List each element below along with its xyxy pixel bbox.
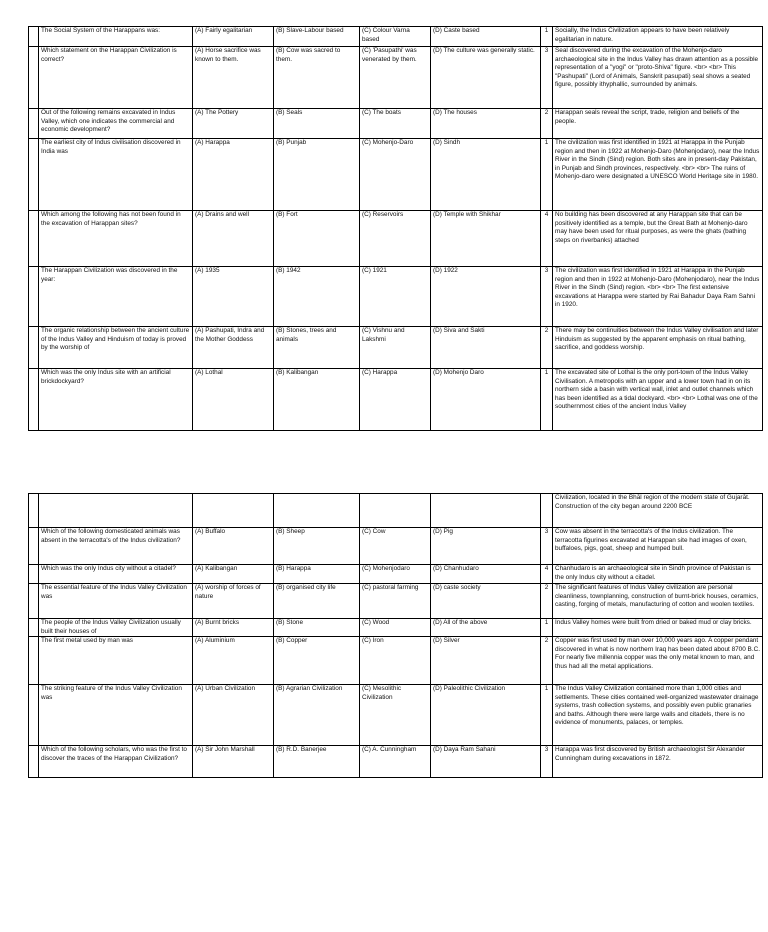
option-c: (C) Cow <box>360 528 431 565</box>
question-text <box>39 494 193 528</box>
answer-number: 1 <box>541 685 553 746</box>
table-row <box>29 746 763 778</box>
row-margin-cell <box>29 565 39 584</box>
row-margin-cell <box>29 528 39 565</box>
option-c: (C) Mohenjodaro <box>360 565 431 584</box>
option-c: (C) Wood <box>360 619 431 637</box>
table-row <box>29 211 763 267</box>
row-margin-cell <box>29 47 39 109</box>
option-b: (B) Stones, trees and animals <box>274 327 360 369</box>
row-margin-cell <box>29 494 39 528</box>
option-a: (A) Buffalo <box>193 528 274 565</box>
table-row <box>29 47 763 109</box>
question-text: Which was the only Indus site with an artificial brickdockyard? <box>39 369 193 431</box>
option-d: (D) Sindh <box>431 139 541 211</box>
row-margin-cell <box>29 369 39 431</box>
explanation-text: The civilization was first identified in 1921 at Harappa in the Punjab region and then in 1922 at Mohenjo-Daro (Mohenjodaro), near the Indus River in the Sindh (Sind) region. Both sites are in present-day Pakistan, in Punjab and Sindh provinces, respectively. <br> <br> The ruins of Mohenjo-daro were designated a UNESCO World Heritage site in 1980. <box>553 139 763 211</box>
option-b: (B) Punjab <box>274 139 360 211</box>
answer-number: 3 <box>541 746 553 778</box>
table-row <box>29 619 763 637</box>
explanation-text: Chanhudaro is an archaeological site in Sindh province of Pakistan is the only Indus city without a citadel. <box>553 565 763 584</box>
answer-number: 2 <box>541 109 553 139</box>
option-b: (B) Agrarian Civilization <box>274 685 360 746</box>
option-b: (B) Kalibangan <box>274 369 360 431</box>
question-text: The people of the Indus Valley Civilization usually built their houses of <box>39 619 193 637</box>
row-margin-cell <box>29 584 39 619</box>
answer-number: 4 <box>541 565 553 584</box>
row-margin-cell <box>29 637 39 685</box>
row-margin-cell <box>29 109 39 139</box>
option-d: (D) Paleolithic Civilization <box>431 685 541 746</box>
question-text: Which of the following scholars, who was the first to discover the traces of the Harappan Civilization? <box>39 746 193 778</box>
explanation-text: Indus Valley homes were built from dried or baked mud or clay bricks. <box>553 619 763 637</box>
explanation-text: Civilization, located in the Bhāl region of the modern state of Gujarāt. Construction of the city began around 2200 BCE <box>553 494 763 528</box>
explanation-text: Copper was first used by man over 10,000 years ago. A copper pendant discovered in what is now northern Iraq has been dated about 8700 B.C. For nearly five millennia copper was the only metal known to man, and thus had all the metal applications. <box>553 637 763 685</box>
option-b: (B) 1942 <box>274 267 360 327</box>
answer-number: 4 <box>541 211 553 267</box>
question-table-top <box>28 26 763 431</box>
answer-number: 3 <box>541 528 553 565</box>
question-text: The Social System of the Harappans was: <box>39 27 193 47</box>
option-b: (B) Fort <box>274 211 360 267</box>
option-d: (D) Mohenjo Daro <box>431 369 541 431</box>
explanation-text: The significant features of Indus Valley civilization are personal cleanliness, townplanning, construction of burnt-brick houses, ceramics, casting, forging of metals, manufacturing of cotton and woolen textiles. <box>553 584 763 619</box>
option-d: (D) All of the above <box>431 619 541 637</box>
option-b: (B) Cow was sacred to them. <box>274 47 360 109</box>
option-c: (C) Mohenjo-Daro <box>360 139 431 211</box>
option-a: (A) Kalibangan <box>193 565 274 584</box>
table-row <box>29 27 763 47</box>
answer-number: 1 <box>541 619 553 637</box>
option-a: (A) Fairly egalitarian <box>193 27 274 47</box>
option-d: (D) Chanhudaro <box>431 565 541 584</box>
option-a: (A) worship of forces of nature <box>193 584 274 619</box>
option-a: (A) Urban Civilization <box>193 685 274 746</box>
answer-number: 1 <box>541 369 553 431</box>
question-text: The earliest city of Indus civilisation discovered in India was <box>39 139 193 211</box>
explanation-text: The civilization was first identified in 1921 at Harappa in the Punjab region and then in 1922 at Mohenjo-Daro (Mohenjodaro), near the Indus River in the Sindh (Sind) region. <br> <br> The first extensive excavations at Harappa were started by Rai Bahadur Daya Ram Sahni in 1920. <box>553 267 763 327</box>
table-row <box>29 584 763 619</box>
question-text: Out of the following remains excavated in Indus Valley, which one indicates the commercial and economic development? <box>39 109 193 139</box>
option-c: (C) The boats <box>360 109 431 139</box>
answer-number: 2 <box>541 637 553 685</box>
answer-number: 1 <box>541 27 553 47</box>
table-row <box>29 685 763 746</box>
table-row <box>29 528 763 565</box>
table-row <box>29 637 763 685</box>
option-b: (B) organised city life <box>274 584 360 619</box>
row-margin-cell <box>29 267 39 327</box>
option-d: (D) Siva and Sakti <box>431 327 541 369</box>
question-text: Which of the following domesticated animals was absent in the terracotta's of the Indus civilization? <box>39 528 193 565</box>
explanation-text: No building has been discovered at any Harappan site that can be positively identified as a temple, but the Great Bath at Mohenjo-daro may have been used for ritual purposes, as were the ghats (bathing steps on riverbanks) attached <box>553 211 763 267</box>
table-row <box>29 369 763 431</box>
option-c: (C) Vishnu and Lakshmi <box>360 327 431 369</box>
option-a: (A) Horse sacrifice was known to them. <box>193 47 274 109</box>
question-text: The striking feature of the Indus Valley Civilization was <box>39 685 193 746</box>
table-row <box>29 267 763 327</box>
option-a: (A) Lothal <box>193 369 274 431</box>
option-b: (B) Seals <box>274 109 360 139</box>
table-row <box>29 494 763 528</box>
row-margin-cell <box>29 27 39 47</box>
explanation-text: Harappan seals reveal the script, trade, religion and beliefs of the people. <box>553 109 763 139</box>
option-c: (C) Iron <box>360 637 431 685</box>
table-row <box>29 109 763 139</box>
question-text: The organic relationship between the ancient culture of the Indus Valley and Hinduism of today is proved by the worship of <box>39 327 193 369</box>
answer-number: 1 <box>541 139 553 211</box>
answer-number: 3 <box>541 267 553 327</box>
row-margin-cell <box>29 211 39 267</box>
option-d: (D) Daya Ram Sahani <box>431 746 541 778</box>
option-b: (B) Sheep <box>274 528 360 565</box>
table-row <box>29 327 763 369</box>
option-a: (A) Burnt bricks <box>193 619 274 637</box>
option-c <box>360 494 431 528</box>
question-text: The first metal used by man was <box>39 637 193 685</box>
answer-number: 3 <box>541 47 553 109</box>
explanation-text: Socially, the Indus Civilization appears to have been relatively egalitarian in nature. <box>553 27 763 47</box>
option-d: (D) Caste based <box>431 27 541 47</box>
explanation-text: Cow was absent in the terracotta's of the Indus civilization. The terracotta figurines excavated at Harappan site had images of oxen, buffaloes, pigs, goat, sheep and humped bull. <box>553 528 763 565</box>
question-text: Which among the following has not been found in the excavation of Harappan sites? <box>39 211 193 267</box>
row-margin-cell <box>29 685 39 746</box>
row-margin-cell <box>29 139 39 211</box>
option-d: (D) Temple with Shikhar <box>431 211 541 267</box>
option-a: (A) Pashupati, Indra and the Mother Goddess <box>193 327 274 369</box>
option-d: (D) caste society <box>431 584 541 619</box>
option-c: (C) 1921 <box>360 267 431 327</box>
option-c: (C) 'Pasupathi' was venerated by them. <box>360 47 431 109</box>
explanation-text: The excavated site of Lothal is the only port-town of the Indus Valley Civilisation. A metropolis with an upper and a lower town had in on its northern side a basin with vertical wall, inlet and outlet channels which has been identified as a tidal dockyard. <br> <br> Lothal was one of the southernmost cities of the ancient Indus Valley <box>553 369 763 431</box>
option-c: (C) Colour Varna based <box>360 27 431 47</box>
option-a: (A) The Pottery <box>193 109 274 139</box>
option-d: (D) Pig <box>431 528 541 565</box>
option-b: (B) Slave-Labour based <box>274 27 360 47</box>
explanation-text: There may be continuities between the Indus Valley civilisation and later Hinduism as suggested by the apparent emphasis on ritual bathing, sacrifice, and goddess worship. <box>553 327 763 369</box>
option-c: (C) A. Cunningham <box>360 746 431 778</box>
option-d: (D) Silver <box>431 637 541 685</box>
answer-number: 2 <box>541 584 553 619</box>
option-b: (B) Harappa <box>274 565 360 584</box>
option-c: (C) Harappa <box>360 369 431 431</box>
option-a: (A) Sir John Marshall <box>193 746 274 778</box>
answer-number <box>541 494 553 528</box>
table-row <box>29 565 763 584</box>
option-d: (D) The culture was generally static. <box>431 47 541 109</box>
option-b: (B) Copper <box>274 637 360 685</box>
answer-number: 2 <box>541 327 553 369</box>
question-text: Which was the only Indus city without a citadel? <box>39 565 193 584</box>
row-margin-cell <box>29 746 39 778</box>
option-b: (B) Stone <box>274 619 360 637</box>
option-b <box>274 494 360 528</box>
option-d: (D) 1922 <box>431 267 541 327</box>
option-c: (C) Reservoirs <box>360 211 431 267</box>
explanation-text: Seal discovered during the excavation of the Mohenjo-daro archaeological site in the Indus Valley has drawn attention as a possible representation of a "yogi" or "proto-Shiva" figure. <br> <br> This "Pashupati" (Lord of Animals, Sanskrit pasupati) seal shows a seated figure, possibly ithyphallic, surrounded by animals. <box>553 47 763 109</box>
explanation-text: The Indus Valley Civilization contained more than 1,000 cities and settlements. These cities contained well-organized wastewater drainage systems, trash collection systems, and possibly even public granaries and baths. Although there were large walls and citadels, there is no evidence of monuments, palaces, or temples. <box>553 685 763 746</box>
question-text: The essential feature of the Indus Valley Civilization was <box>39 584 193 619</box>
option-d: (D) The houses <box>431 109 541 139</box>
question-text: The Harappan Civilization was discovered in the year: <box>39 267 193 327</box>
option-c: (C) Mesolithic Civilization <box>360 685 431 746</box>
option-b: (B) R.D. Banerjee <box>274 746 360 778</box>
option-c: (C) pastoral farming <box>360 584 431 619</box>
option-d <box>431 494 541 528</box>
option-a: (A) Drains and well <box>193 211 274 267</box>
question-text: Which statement on the Harappan Civilization is correct? <box>39 47 193 109</box>
question-table-bottom <box>28 493 763 778</box>
row-margin-cell <box>29 327 39 369</box>
table-row <box>29 139 763 211</box>
option-a: (A) Harappa <box>193 139 274 211</box>
explanation-text: Harappa was first discovered by British archaeologist Sir Alexander Cunningham during excavations in 1872. <box>553 746 763 778</box>
option-a: (A) Aluminium <box>193 637 274 685</box>
option-a <box>193 494 274 528</box>
row-margin-cell <box>29 619 39 637</box>
option-a: (A) 1935 <box>193 267 274 327</box>
